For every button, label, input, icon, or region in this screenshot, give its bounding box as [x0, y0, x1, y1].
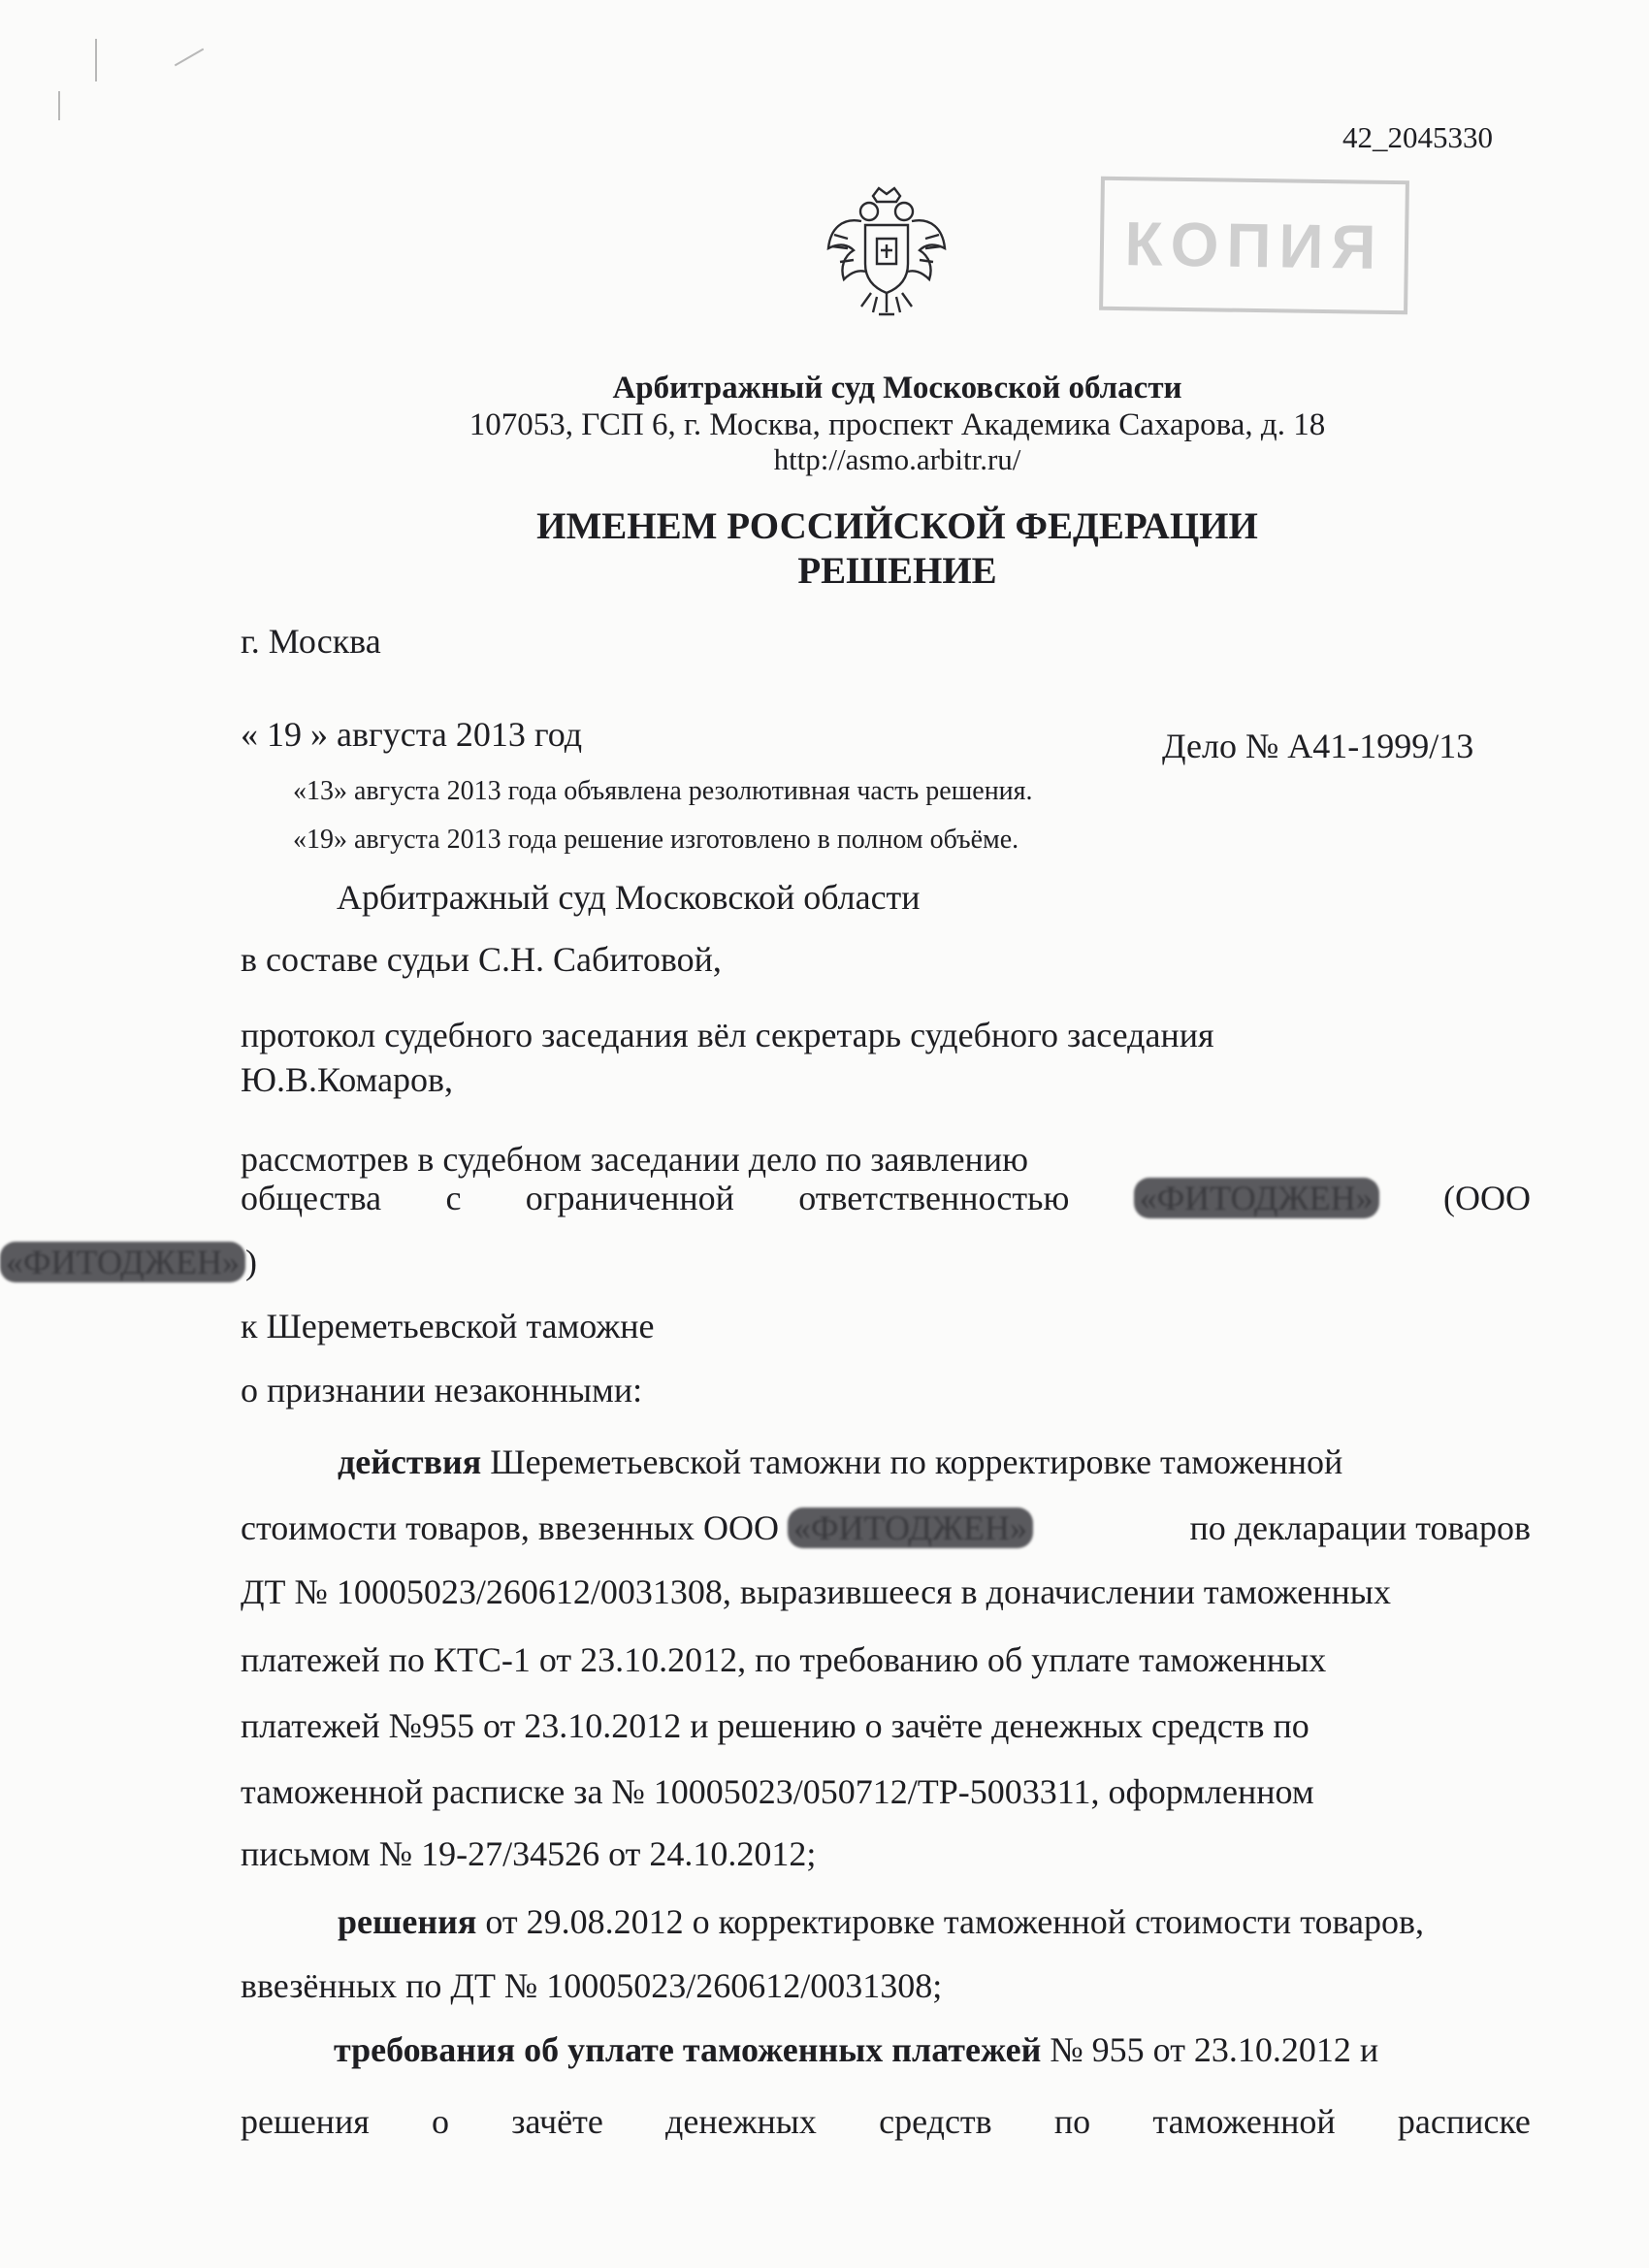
- actions-line-5: [241, 1705, 1531, 1746]
- actions-line-6: [241, 1771, 1531, 1812]
- company-word: ограниченной: [525, 1179, 734, 1217]
- protocol-line: протокол судебного заседания вёл секретарь судебного заседания: [241, 1016, 1214, 1054]
- demand-word: о: [432, 2102, 450, 2141]
- demand-word: средств: [879, 2102, 992, 2141]
- decision-lead: решения: [338, 1902, 477, 1941]
- actions-lead: действия: [338, 1442, 482, 1481]
- respondent-line: к Шереметьевской таможне: [241, 1307, 655, 1345]
- company-abbr-open: (ООО: [1443, 1179, 1531, 1217]
- actions-line-4: [241, 1639, 1531, 1680]
- title-line-2: РЕШЕНИЕ: [797, 550, 997, 592]
- redacted-company-name: «ФИТОДЖЕН»: [0, 1242, 245, 1282]
- company-word: ответственностью: [798, 1179, 1070, 1217]
- company-line-1: [241, 1178, 1531, 1218]
- demand-word: таможенной: [1152, 2102, 1336, 2141]
- demand-word: по: [1053, 2102, 1091, 2141]
- court-name: Арбитражный суд Московской области: [612, 371, 1182, 405]
- judge-line: в составе судьи С.Н. Сабитовой,: [241, 940, 722, 979]
- coat-of-arms-emblem: [823, 178, 951, 324]
- court-line: Арбитражный суд Московской области: [337, 878, 921, 917]
- actions-line-2-pre: стоимости товаров, ввезенных ООО: [241, 1508, 780, 1547]
- actions-line-2-post: по декларации товаров: [1189, 1508, 1531, 1547]
- actions-line-3-text: ДТ № 10005023/260612/0031308, выразившееся в доначислении таможенных: [241, 1572, 1391, 1611]
- redacted-company-name: «ФИТОДЖЕН»: [788, 1507, 1033, 1548]
- demand-line-2: [241, 2101, 1531, 2142]
- secretary-line: Ю.В.Комаров,: [241, 1060, 454, 1099]
- actions-line-5-text: платежей №955 от 23.10.2012 и решению о зачёте денежных средств по: [241, 1706, 1310, 1745]
- subject-line: о признании незаконными:: [241, 1371, 643, 1409]
- actions-line-7: письмом № 19-27/34526 от 24.10.2012;: [241, 1834, 817, 1873]
- demand-lead: требования об уплате таможенных платежей: [334, 2030, 1042, 2069]
- operative-part-note: «13» августа 2013 года объявлена резолютивная часть решения.: [293, 776, 1033, 806]
- city: г. Москва: [241, 622, 381, 661]
- case-number: Дело № А41-1999/13: [1162, 727, 1474, 765]
- company-word: с: [445, 1179, 462, 1217]
- title-line-1: ИМЕНЕМ РОССИЙСКОЙ ФЕДЕРАЦИИ: [536, 505, 1258, 547]
- demand-word: денежных: [665, 2102, 817, 2141]
- review-line: рассмотрев в судебном заседании дело по заявлению: [241, 1140, 1028, 1179]
- actions-line-2: [241, 1507, 1531, 1548]
- decision-line-1: [241, 1901, 1531, 1942]
- document-id: 42_2045330: [1342, 120, 1493, 154]
- scan-mark: [95, 39, 97, 81]
- company-line-2: [0, 1242, 257, 1282]
- redacted-company-name: «ФИТОДЖЕН»: [1134, 1178, 1379, 1218]
- actions-line-4-text: платежей по КТС-1 от 23.10.2012, по требованию об уплате таможенных: [241, 1640, 1327, 1679]
- demand-line-1: [241, 2029, 1531, 2070]
- decision-line-1-text: от 29.08.2012 о корректировке таможенной стоимости товаров,: [485, 1902, 1424, 1941]
- decision-line-2: ввезённых по ДТ № 10005023/260612/0031308;: [241, 1966, 943, 2005]
- actions-line-1-text: Шереметьевской таможни по корректировке таможенной: [490, 1442, 1343, 1481]
- company-abbr-close: ): [244, 1243, 257, 1281]
- copy-stamp: КОПИЯ: [1099, 177, 1409, 314]
- actions-line-1: [241, 1442, 1531, 1482]
- demand-word: расписке: [1397, 2102, 1531, 2141]
- court-address: 107053, ГСП 6, г. Москва, проспект Академика Сахарова, д. 18: [469, 407, 1326, 442]
- scan-mark: [175, 49, 204, 67]
- company-word: общества: [241, 1179, 382, 1217]
- court-website: http://asmo.arbitr.ru/: [773, 442, 1021, 476]
- demand-line-1-text: № 955 от 23.10.2012 и: [1050, 2030, 1379, 2069]
- demand-word: зачёте: [511, 2102, 603, 2141]
- full-decision-note: «19» августа 2013 года решение изготовлено в полном объёме.: [293, 825, 1019, 855]
- scan-mark: [58, 91, 60, 120]
- actions-line-6-text: таможенной расписке за № 10005023/050712/ТР-5003311, оформленном: [241, 1772, 1314, 1811]
- decision-date: « 19 » августа 2013 год: [241, 715, 583, 754]
- actions-line-3: [241, 1571, 1531, 1612]
- demand-word: решения: [241, 2102, 370, 2141]
